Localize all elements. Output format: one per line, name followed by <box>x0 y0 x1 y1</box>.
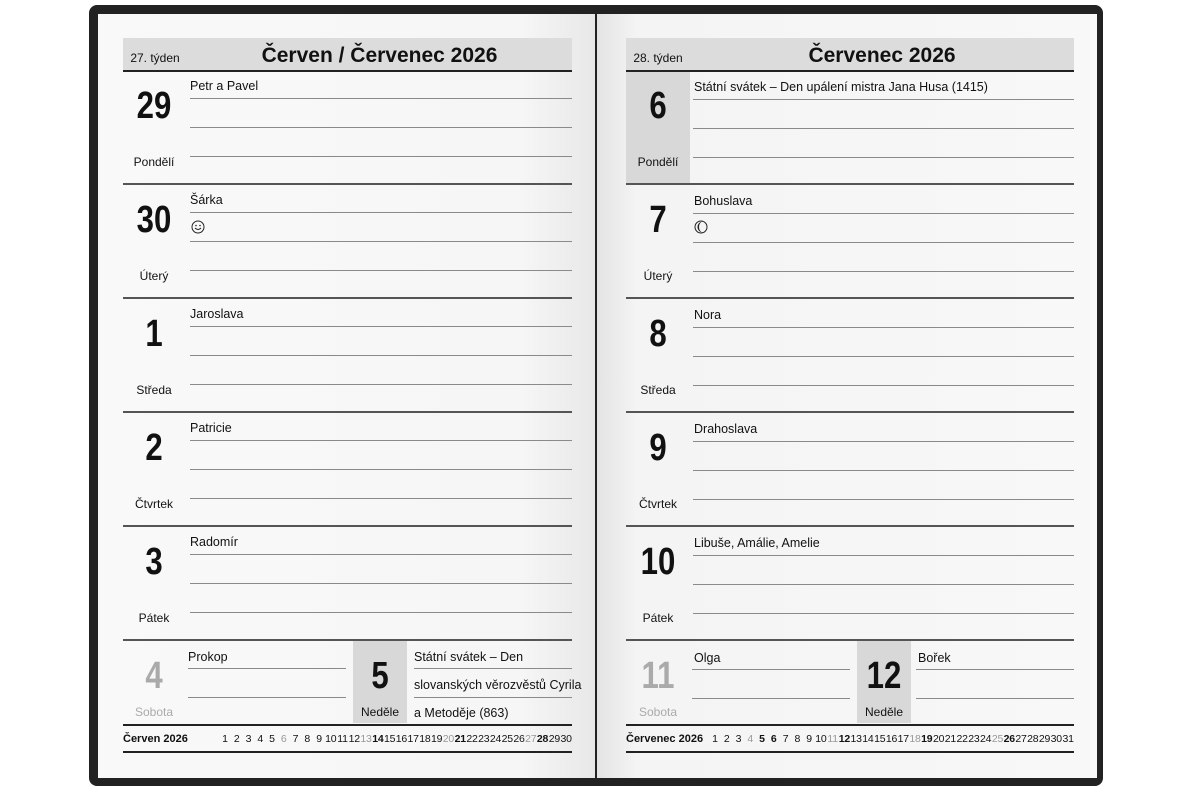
weekday-name: Středa <box>640 383 676 397</box>
mini-calendar-day: 8 <box>304 733 311 745</box>
writing-line <box>190 554 572 555</box>
name-day: Radomír <box>190 535 238 549</box>
name-day: Petr a Pavel <box>190 79 259 93</box>
day-separator <box>123 183 572 185</box>
day-number: 12 <box>866 655 902 697</box>
mini-calendar-day: 17 <box>407 733 419 745</box>
name-day: Olga <box>694 651 721 665</box>
writing-line <box>190 355 572 356</box>
writing-line <box>693 555 1074 556</box>
writing-line <box>190 583 572 584</box>
mini-calendar-day: 9 <box>806 733 812 745</box>
mini-calendar-day: 6 <box>770 733 777 745</box>
writing-line <box>190 498 572 499</box>
writing-line <box>693 242 1074 243</box>
mini-calendar-day: 11 <box>827 733 838 745</box>
right-week-label: 28. týden <box>633 51 683 65</box>
weekday-name: Sobota <box>134 705 174 719</box>
name-day: Státní svátek – Den upálení mistra Jana Husa (1415) <box>694 80 988 94</box>
weekday-name: Pátek <box>138 611 170 625</box>
mini-calendar-day: 12 <box>838 733 851 745</box>
writing-line <box>190 469 572 470</box>
mini-calendar-day: 20 <box>442 733 455 745</box>
mini-calendar-day: 4 <box>747 733 754 745</box>
writing-line <box>190 98 572 99</box>
mini-calendar-day: 28 <box>536 733 549 745</box>
writing-line <box>916 698 1074 699</box>
mini-calendar-day: 19 <box>921 733 933 745</box>
mini-calendar-day: 14 <box>862 733 874 745</box>
writing-line <box>190 156 572 157</box>
day-separator <box>123 525 572 527</box>
mini-calendar-day: 1 <box>712 733 718 745</box>
name-day: Patricie <box>190 421 232 435</box>
mini-calendar-day: 2 <box>233 733 240 745</box>
mini-calendar-day: 30 <box>1050 733 1062 745</box>
mini-calendar-day: 30 <box>560 733 572 745</box>
mini-calendar-day: 14 <box>372 733 384 745</box>
mini-calendar-day: 13 <box>850 733 862 745</box>
mini-calendar-day: 10 <box>325 733 337 745</box>
mini-calendar-day: 13 <box>360 733 372 745</box>
name-day: Šárka <box>190 193 223 207</box>
mini-calendar-day: 31 <box>1062 733 1074 745</box>
mini-calendar-day: 5 <box>269 733 275 745</box>
mini-calendar-day: 5 <box>759 733 765 745</box>
holiday-note-line: a Metoděje (863) <box>414 706 509 720</box>
mini-calendar-day: 7 <box>782 733 789 745</box>
mini-calendar-day: 23 <box>968 733 980 745</box>
weekday-name: Středa <box>136 383 172 397</box>
name-day: Libuše, Amálie, Amelie <box>694 536 820 550</box>
day-number: 11 <box>641 655 675 697</box>
writing-line <box>190 270 572 271</box>
last-quarter-moon-icon <box>694 220 708 234</box>
writing-line <box>693 613 1074 614</box>
writing-line <box>916 669 1074 670</box>
writing-line <box>414 668 572 669</box>
name-day: Prokop <box>188 650 228 664</box>
writing-line <box>693 441 1074 442</box>
bottom-rule <box>626 751 1074 753</box>
holiday-note-line: slovanských věrozvěstů Cyrila <box>414 678 582 692</box>
mini-calendar-day: 28 <box>1027 733 1039 745</box>
left-week-label: 27. týden <box>130 51 180 65</box>
mini-calendar-day: 19 <box>431 733 443 745</box>
writing-line <box>190 612 572 613</box>
mini-calendar-day: 27 <box>1015 733 1027 745</box>
day-number: 10 <box>640 541 676 583</box>
mini-calendar-day: 29 <box>1038 733 1051 745</box>
mini-calendar-day: 26 <box>513 733 525 745</box>
holiday-note-line: Státní svátek – Den <box>414 650 524 664</box>
mini-calendar-day: 23 <box>478 733 490 745</box>
writing-line <box>693 157 1074 158</box>
day-number: 2 <box>145 427 163 469</box>
weekday-name: Neděle <box>864 705 904 719</box>
day-separator <box>626 639 1074 641</box>
mini-calendar-day: 10 <box>815 733 827 745</box>
full-moon-icon <box>191 220 205 234</box>
name-day: Nora <box>694 308 722 322</box>
weekday-name: Čtvrtek <box>638 497 677 511</box>
month-strip-label: Červen 2026 <box>123 733 188 745</box>
name-day: Bohuslava <box>694 194 753 208</box>
mini-calendar-day: 15 <box>383 733 396 745</box>
day-separator <box>123 639 572 641</box>
mini-calendar-day: 22 <box>956 733 968 745</box>
day-separator <box>123 297 572 299</box>
day-separator <box>626 183 1074 185</box>
writing-line <box>190 241 572 242</box>
writing-line <box>693 99 1074 100</box>
name-day: Drahoslava <box>694 422 758 436</box>
writing-line <box>190 212 572 213</box>
day-number: 30 <box>136 199 172 241</box>
mini-calendar-day: 22 <box>466 733 478 745</box>
day-number: 4 <box>145 655 163 697</box>
day-separator <box>626 525 1074 527</box>
weekday-name: Pátek <box>642 611 674 625</box>
writing-line <box>693 128 1074 129</box>
mini-calendar-day: 20 <box>932 733 945 745</box>
mini-calendar-day: 21 <box>454 733 466 745</box>
writing-line <box>188 668 346 669</box>
writing-line <box>692 698 850 699</box>
mini-calendar-day: 8 <box>794 733 801 745</box>
writing-line <box>693 385 1074 386</box>
mini-calendar-day: 9 <box>316 733 322 745</box>
writing-line <box>692 669 850 670</box>
writing-line <box>693 470 1074 471</box>
day-number: 6 <box>649 85 667 127</box>
name-day: Jaroslava <box>190 307 244 321</box>
mini-calendar-day: 3 <box>735 733 742 745</box>
mini-calendar-day: 16 <box>885 733 898 745</box>
mini-calendar-day: 12 <box>348 733 360 745</box>
writing-line <box>693 499 1074 500</box>
writing-line <box>414 697 572 698</box>
day-separator <box>626 297 1074 299</box>
mini-calendar-day: 2 <box>723 733 730 745</box>
day-number: 8 <box>649 313 667 355</box>
day-number: 7 <box>649 199 667 241</box>
mini-calendar-day: 29 <box>548 733 560 745</box>
mini-calendar-day: 18 <box>909 733 921 745</box>
writing-line <box>693 271 1074 272</box>
month-strip-label: Červenec 2026 <box>626 733 704 745</box>
writing-line <box>693 327 1074 328</box>
writing-line <box>190 384 572 385</box>
mini-calendar-day: 15 <box>874 733 886 745</box>
day-separator <box>123 411 572 413</box>
writing-line <box>190 440 572 441</box>
mini-calendar-day: 24 <box>980 733 992 745</box>
writing-line <box>693 213 1074 214</box>
weekday-name: Čtvrtek <box>134 497 173 511</box>
mini-calendar-day: 1 <box>222 733 228 745</box>
weekday-name: Úterý <box>139 269 169 283</box>
day-number: 3 <box>145 541 163 583</box>
mini-calendar-day: 25 <box>501 733 513 745</box>
writing-line <box>190 127 572 128</box>
weekday-name: Pondělí <box>133 155 175 169</box>
mini-calendar-day: 24 <box>489 733 502 745</box>
mini-calendar-day: 25 <box>991 733 1004 745</box>
mini-calendar-day: 3 <box>245 733 252 745</box>
mini-calendar-day: 21 <box>944 733 956 745</box>
day-separator <box>626 411 1074 413</box>
day-number: 5 <box>371 655 389 697</box>
mini-calendar-day: 11 <box>337 733 348 745</box>
weekday-name: Sobota <box>638 705 678 719</box>
weekday-name: Neděle <box>360 705 400 719</box>
left-page-title: Červen / Červenec 2026 <box>261 44 498 67</box>
mini-calendar-day: 17 <box>897 733 909 745</box>
writing-line <box>693 356 1074 357</box>
mini-calendar-day: 7 <box>292 733 299 745</box>
writing-line <box>190 326 572 327</box>
mini-calendar-day: 16 <box>395 733 408 745</box>
mini-calendar-day: 6 <box>280 733 287 745</box>
weekday-name: Pondělí <box>637 155 679 169</box>
writing-line <box>693 584 1074 585</box>
bottom-rule <box>123 751 572 753</box>
day-number: 29 <box>136 85 172 127</box>
writing-line <box>188 697 346 698</box>
day-number: 1 <box>145 313 163 355</box>
bottom-rule <box>626 724 1074 726</box>
mini-calendar-day: 27 <box>525 733 537 745</box>
mini-calendar-day: 18 <box>419 733 431 745</box>
right-page-title: Červenec 2026 <box>808 44 956 67</box>
mini-calendar-day: 26 <box>1003 733 1015 745</box>
bottom-rule <box>123 724 572 726</box>
name-day: Bořek <box>918 651 951 665</box>
day-number: 9 <box>649 427 667 469</box>
mini-calendar-day: 4 <box>257 733 263 745</box>
weekday-name: Úterý <box>643 269 673 283</box>
